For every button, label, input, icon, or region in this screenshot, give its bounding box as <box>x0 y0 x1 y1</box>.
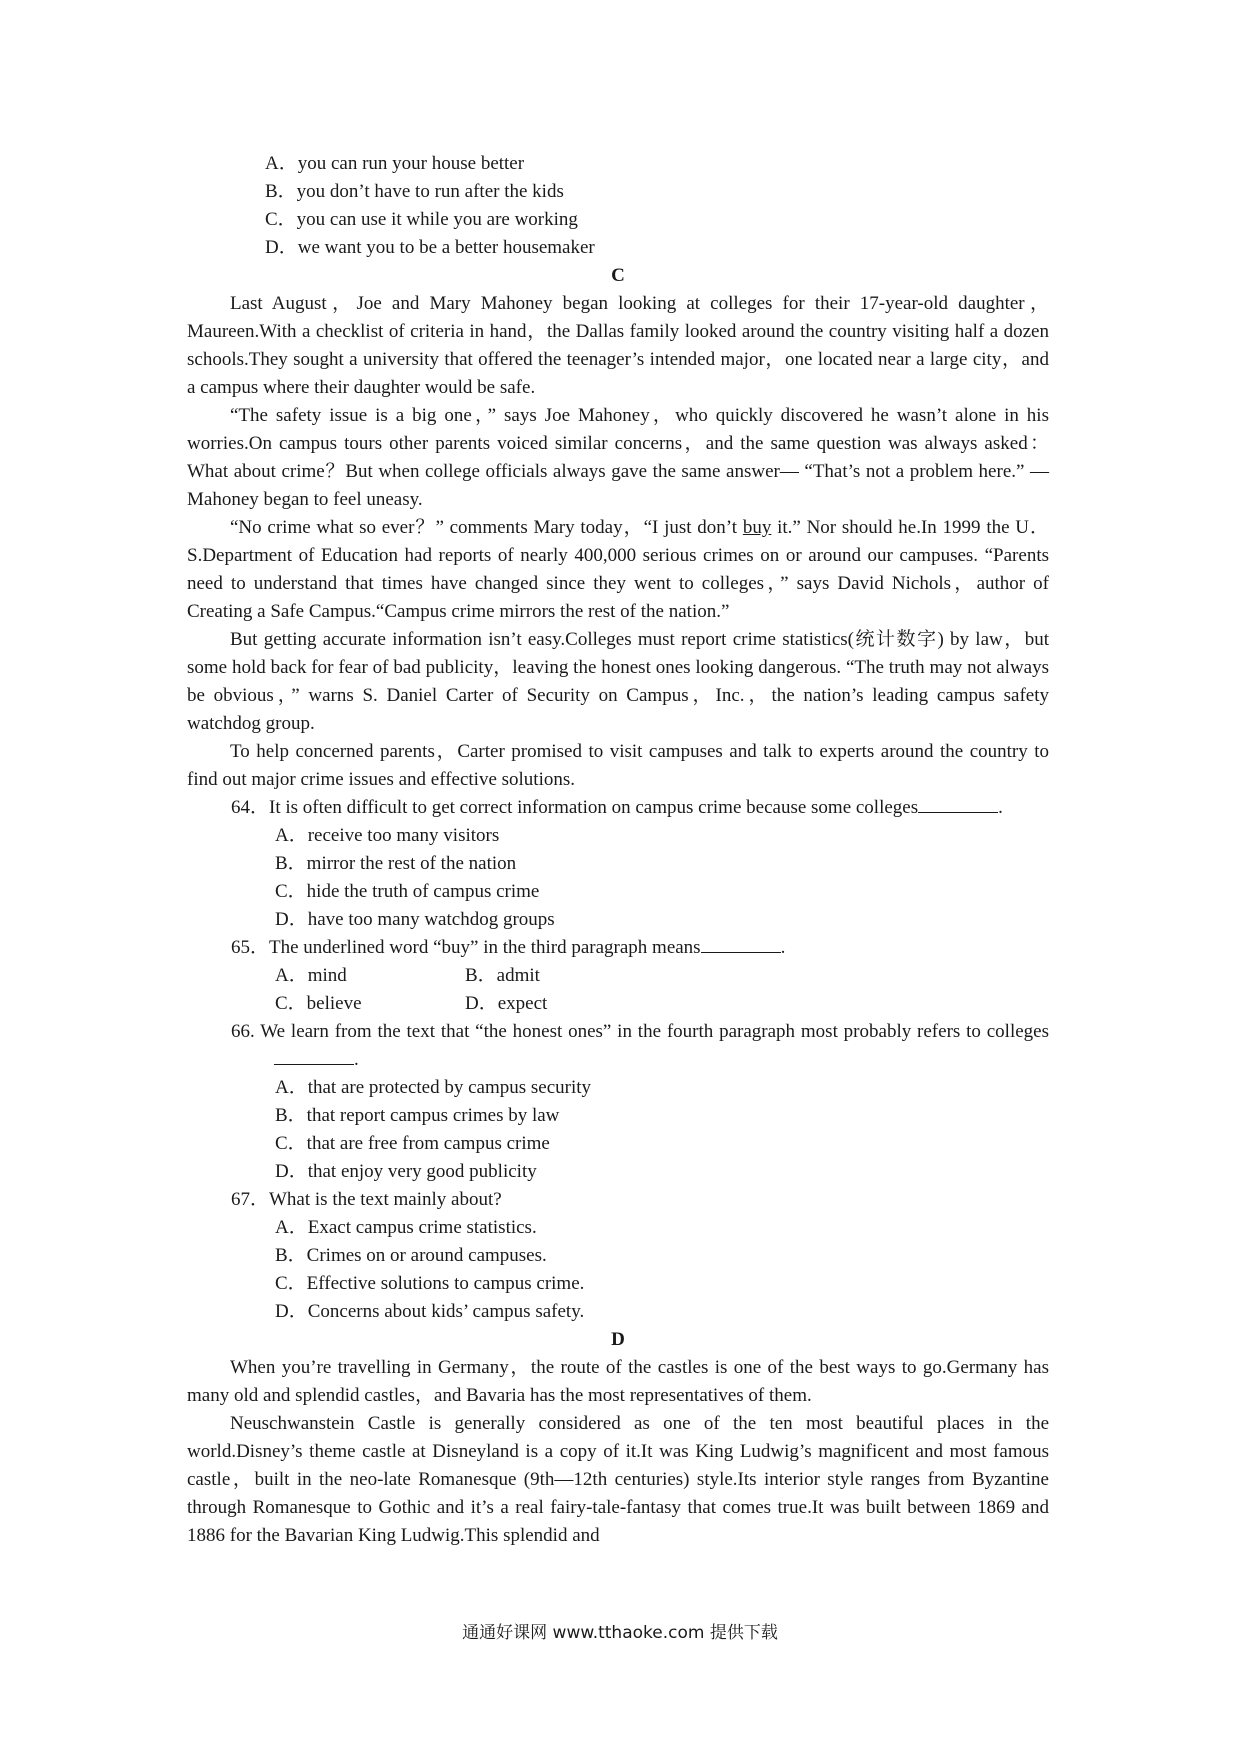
answer-blank <box>701 934 781 953</box>
question-65-end: . <box>780 937 786 958</box>
q67-option-a: A．Exact campus crime statistics. <box>275 1217 537 1238</box>
q65-option-a: A．mind <box>275 965 347 986</box>
q64-option-c: C．hide the truth of campus crime <box>275 881 540 902</box>
option-d: D．we want you to be a better housemaker <box>265 237 595 258</box>
q67-option-b: B．Crimes on or around campuses. <box>275 1245 547 1266</box>
q64-option-a: A．receive too many visitors <box>275 825 500 846</box>
para3-text-after: it.” Nor should he.In 1999 the U．S.Department of Education had reports of nearly 400,000 serious crimes on or around our campuses. “Parents need to understand that times have changed since they went to colleges，” says David Nichols，author of Creating a Safe Campus.“Campus crime mirrors the rest of the nation.” <box>187 517 1050 622</box>
question-65 <box>231 934 1049 962</box>
page-content <box>187 150 1049 1550</box>
passage-c-paragraph-3 <box>187 514 1049 626</box>
q66-option-b: B．that report campus crimes by law <box>275 1105 560 1126</box>
underlined-word-buy: buy <box>742 517 772 538</box>
question-64-stem: 64．It is often difficult to get correct information on campus crime because some colleges <box>231 797 919 818</box>
question-67-stem: 67．What is the text mainly about? <box>231 1189 502 1210</box>
q67-option-d: D．Concerns about kids’ campus safety. <box>275 1301 585 1322</box>
section-heading-d: D <box>611 1329 625 1350</box>
answer-blank <box>274 1046 354 1065</box>
q67-option-c: C．Effective solutions to campus crime. <box>275 1273 585 1294</box>
section-heading-c: C <box>611 265 625 286</box>
top-options <box>187 150 1049 262</box>
option-c: C．you can use it while you are working <box>265 209 578 230</box>
page-footer: 通通好课网 www.tthaoke.com 提供下载 <box>462 1623 778 1643</box>
passage-c-paragraph-2: “The safety issue is a big one，” says Joe Mahoney，who quickly discovered he wasn’t alone in his worries.On campus tours other parents voiced similar concerns，and the same question was always asked：What about crime？But when college officials always gave the same answer— “That’s not a problem here.” —Mahoney began to feel uneasy. <box>187 405 1049 510</box>
answer-blank <box>918 794 998 813</box>
q65-options-row-1 <box>275 962 1049 990</box>
q65-option-d: D．expect <box>465 993 548 1014</box>
passage-c-paragraph-5: To help concerned parents，Carter promised to visit campuses and talk to experts around the country to find out major crime issues and effective solutions. <box>187 741 1049 790</box>
q64-option-d: D．have too many watchdog groups <box>275 909 555 930</box>
question-64-end: . <box>998 797 1003 818</box>
q64-option-b: B．mirror the rest of the nation <box>275 853 517 874</box>
question-64 <box>231 794 1049 822</box>
question-66 <box>231 1018 1049 1074</box>
question-65-stem: 65．The underlined word “buy” in the third paragraph means <box>231 937 701 958</box>
passage-c-paragraph-4: But getting accurate information isn’t easy.Colleges must report crime statistics(统计数字) by law，but some hold back for fear of bad publicity，leaving the honest ones looking dangerous. “The truth may not always be obvious，” warns S. Daniel Carter of Security on Campus，Inc.，the nation’s leading campus safety watchdog group. <box>187 629 1049 734</box>
question-67 <box>231 1186 1049 1214</box>
option-b: B．you don’t have to run after the kids <box>265 181 564 202</box>
passage-d-paragraph-2: Neuschwanstein Castle is generally considered as one of the ten most beautiful places in the world.Disney’s theme castle at Disneyland is a copy of it.It was King Ludwig’s magnificent and most famous castle，built in the neo-late Romanesque (9th—12th centuries) style.Its interior style ranges from Byzantine through Romanesque to Gothic and it’s a real fairy-tale-fantasy that comes true.It was built between 1869 and 1886 for the Bavarian King Ludwig.This splendid and <box>187 1413 1049 1546</box>
para3-text-before: “No crime what so ever？” comments Mary today，“I just don’t <box>230 517 743 538</box>
q66-option-d: D．that enjoy very good publicity <box>275 1161 537 1182</box>
option-a: A．you can run your house better <box>265 153 525 174</box>
question-66-stem: 66. We learn from the text that “the honest ones” in the fourth paragraph most probably refers to colleges <box>231 1021 1049 1042</box>
q65-option-c: C．believe <box>275 993 362 1014</box>
question-66-end: . <box>354 1049 359 1070</box>
passage-d-paragraph-1: When you’re travelling in Germany，the route of the castles is one of the best ways to go.Germany has many old and splendid castles，and Bavaria has the most representatives of them. <box>187 1357 1049 1406</box>
q66-option-c: C．that are free from campus crime <box>275 1133 550 1154</box>
passage-c-paragraph-1: Last August，Joe and Mary Mahoney began looking at colleges for their 17-year-old daughter，Maureen.With a checklist of criteria in hand，the Dallas family looked around the country visiting half a dozen schools.They sought a university that offered the teenager’s intended major，one located near a large city，and a campus where their daughter would be safe. <box>187 293 1049 398</box>
q65-options-row-2 <box>275 990 1049 1018</box>
q65-option-b: B．admit <box>465 965 540 986</box>
q66-option-a: A．that are protected by campus security <box>275 1077 592 1098</box>
